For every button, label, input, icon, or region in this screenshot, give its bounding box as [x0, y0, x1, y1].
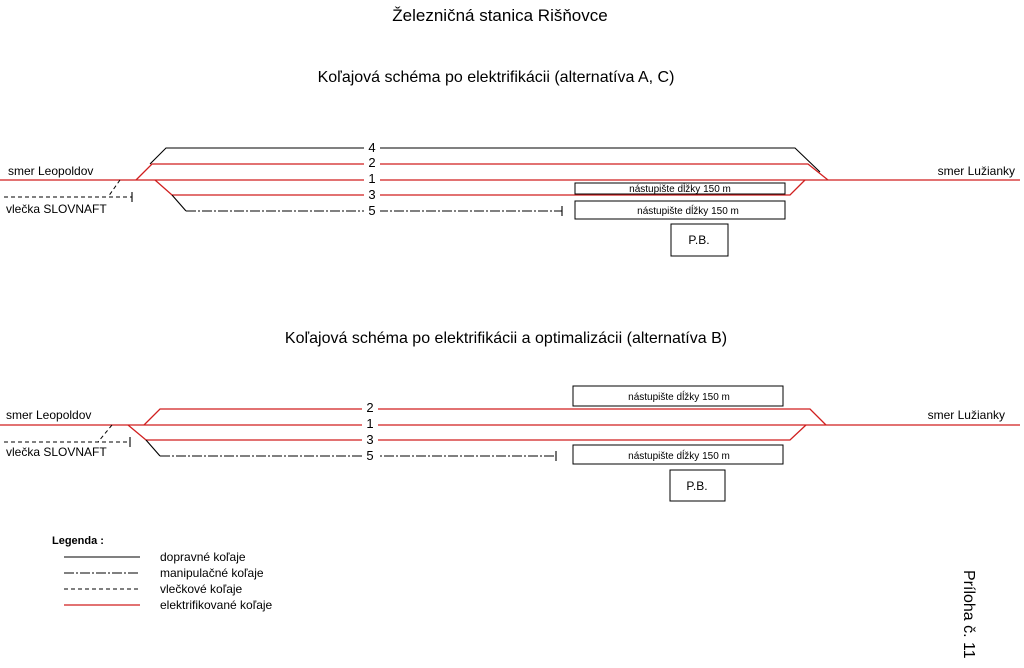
- scheme-ac-heading: Koľajová schéma po elektrifikácii (alternatíva A, C): [317, 69, 675, 86]
- scheme-b-track-2: [144, 409, 826, 425]
- scheme-ac-left-direction: smer Leopoldov: [8, 164, 94, 178]
- scheme-b-siding-label: vlečka SLOVNAFT: [6, 445, 107, 459]
- scheme-ac-platform-2-label: nástupište dĺžky 150 m: [637, 206, 739, 217]
- scheme-b-left-direction: smer Leopoldov: [6, 408, 92, 422]
- scheme-ac-track-label-4: 4: [368, 140, 376, 155]
- legend-item-operational: dopravné koľaje: [160, 550, 246, 564]
- scheme-ac-track-4: [150, 148, 820, 172]
- legend: [52, 535, 273, 612]
- scheme-b-right-direction: smer Lužianky: [927, 408, 1005, 422]
- scheme-b-platform-1-label: nástupište dĺžky 150 m: [628, 392, 730, 403]
- page-title: Železničná stanica Rišňovce: [392, 6, 608, 25]
- scheme-ac-track-label-3: 3: [368, 187, 376, 202]
- scheme-b-track-3: [128, 425, 806, 440]
- scheme-b-track-label-5: 5: [366, 448, 374, 463]
- annex-label: Príloha č. 11: [960, 570, 977, 659]
- scheme-b-track-label-3: 3: [366, 432, 374, 447]
- scheme-b: [0, 386, 1020, 501]
- scheme-ac-siding-switch: [108, 180, 120, 197]
- scheme-b-heading: Koľajová schéma po elektrifikácii a optimalizácii (alternatíva B): [284, 330, 728, 347]
- scheme-b-track-label-1: 1: [366, 416, 374, 431]
- scheme-ac-siding-label: vlečka SLOVNAFT: [6, 202, 107, 216]
- scheme-ac-track-label-2: 2: [368, 155, 376, 170]
- scheme-b-siding-switch: [98, 425, 112, 442]
- legend-item-electrified: elektrifikované koľaje: [160, 598, 273, 612]
- legend-item-manipulation: manipulačné koľaje: [160, 566, 264, 580]
- scheme-ac: [0, 140, 1020, 256]
- scheme-ac-platform-1-label: nástupište dĺžky 150 m: [629, 184, 731, 195]
- scheme-ac-station-building-label: P.B.: [688, 233, 710, 247]
- legend-item-siding: vlečkové koľaje: [160, 582, 243, 596]
- scheme-b-station-building-label: P.B.: [686, 479, 708, 493]
- scheme-b-track-label-2: 2: [366, 400, 374, 415]
- scheme-ac-track-label-1: 1: [368, 171, 376, 186]
- scheme-ac-track-label-5: 5: [368, 203, 376, 218]
- scheme-b-track-5-switch: [146, 440, 160, 456]
- scheme-ac-track-5-switch: [172, 195, 186, 211]
- scheme-ac-right-direction: smer Lužianky: [937, 164, 1015, 178]
- scheme-b-platform-2-label: nástupište dĺžky 150 m: [628, 451, 730, 462]
- scheme-ac-track-2: [136, 164, 828, 180]
- legend-title: Legenda :: [52, 535, 104, 547]
